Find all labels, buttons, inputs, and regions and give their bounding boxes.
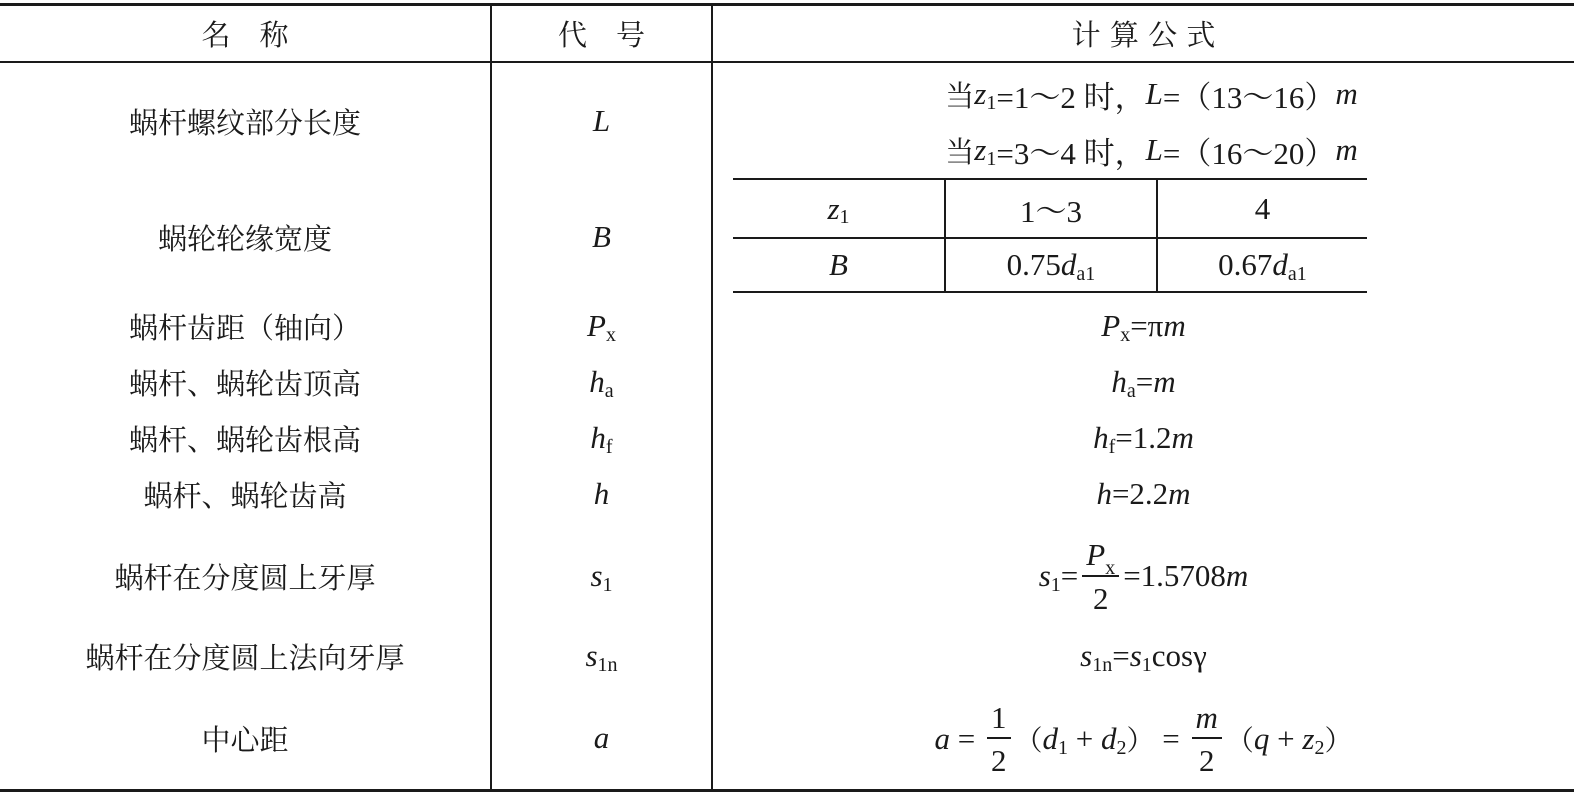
code-sub: 1 <box>602 573 613 596</box>
subtable-head-col1: 1～3 <box>1020 194 1082 229</box>
formula-sub: a1 <box>1076 262 1096 285</box>
row-code <box>492 92 711 150</box>
formula-text: + <box>1068 721 1101 756</box>
formula-var: m <box>1225 558 1249 593</box>
formula-var: m <box>1335 76 1358 111</box>
code-symbol: h <box>589 364 605 399</box>
fraction-numerator <box>1082 536 1119 579</box>
formula-sub: 1 <box>986 147 997 170</box>
formula-var: s <box>1038 558 1051 593</box>
formula-var: h <box>1111 364 1127 399</box>
formula-var: q <box>1253 721 1270 756</box>
formula-text: = <box>1112 638 1130 673</box>
formula-var: a <box>934 721 951 756</box>
formula-number: 0.67 <box>1218 247 1273 282</box>
formula-var: m <box>1335 132 1358 167</box>
formula-var: m <box>1168 476 1191 511</box>
formula-var: L <box>1145 132 1163 167</box>
formula-line <box>713 66 1574 122</box>
formula-var: L <box>1145 76 1163 111</box>
formula-sub: 1 <box>986 91 997 114</box>
row-name: 蜗杆齿距（轴向） <box>128 310 361 345</box>
fraction-denominator: 2 <box>1198 743 1215 778</box>
formula-var: d <box>1060 247 1077 282</box>
formula-var: s <box>1080 638 1093 673</box>
formula-text: 当 <box>945 78 975 113</box>
row-name: 中心距 <box>201 722 289 757</box>
formula-text: = <box>1154 721 1188 756</box>
code-symbol: L <box>592 103 611 138</box>
code-symbol: B <box>592 219 611 254</box>
formula-sub: 2 <box>1314 736 1325 759</box>
formula-var: m <box>1171 420 1194 455</box>
formula-sub: 1n <box>1092 653 1113 676</box>
formula-text: cosγ <box>1151 638 1207 673</box>
row-code <box>492 628 711 684</box>
subtable-head-col2: 4 <box>1254 190 1271 226</box>
formula-text: =1～2 时， <box>996 79 1146 115</box>
formula-sub: 2 <box>1116 736 1127 759</box>
formula-sub: 1 <box>1050 573 1061 596</box>
formula-var: m <box>1153 364 1176 399</box>
row-name: 蜗轮轮缘宽度 <box>157 221 332 256</box>
code-symbol: s <box>585 638 598 673</box>
formula-text: =1.5708 <box>1123 558 1226 593</box>
formula-var: m <box>1163 308 1186 343</box>
row-formula <box>713 466 1574 522</box>
formula-paren: （ <box>1014 724 1043 757</box>
row-code <box>492 410 711 466</box>
formula-sub: x <box>1105 556 1116 579</box>
formula-text: =π <box>1130 308 1164 343</box>
formula-text: =（16～20） <box>1162 135 1336 171</box>
subtable-head-label <box>733 180 944 237</box>
formula-number: 0.75 <box>1006 247 1061 282</box>
formula-text: + <box>1269 721 1303 756</box>
header-formula: 计 算 公 式 <box>1071 18 1216 52</box>
fraction-numerator: m <box>1192 702 1222 739</box>
formula-var: h <box>1093 420 1109 455</box>
row-name: 蜗杆螺纹部分长度 <box>128 105 361 140</box>
formula-text: 当 <box>945 134 975 169</box>
formula-sub: x <box>1120 323 1131 346</box>
formula-var: h <box>1096 476 1112 511</box>
formula-paren: ） <box>1126 724 1155 757</box>
subtable-body-label <box>733 239 944 291</box>
row-code <box>492 466 711 522</box>
fraction-numerator: 1 <box>987 702 1011 739</box>
row-formula <box>713 354 1574 410</box>
formula-paren: ） <box>1324 724 1353 757</box>
formula-var: d <box>1042 721 1059 756</box>
row-formula <box>713 298 1574 354</box>
fraction <box>1082 536 1119 616</box>
formula-sub: a <box>1126 379 1136 402</box>
code-sub: a <box>604 379 614 402</box>
code-symbol: h <box>590 420 606 455</box>
row-code <box>492 540 711 612</box>
row-code <box>492 702 711 774</box>
row-formula <box>713 628 1574 684</box>
formula-text: =1.2 <box>1115 420 1172 455</box>
bottom-rule <box>0 789 1574 792</box>
row-code <box>492 354 711 410</box>
code-sub: 1n <box>597 653 618 676</box>
code-sub: f <box>605 435 613 458</box>
formula-sub: f <box>1108 435 1116 458</box>
row-name: 蜗杆、蜗轮齿根高 <box>128 422 361 457</box>
formula-sub: 1 <box>1058 736 1069 759</box>
code-symbol: a <box>593 720 610 755</box>
row-formula <box>713 534 1574 618</box>
formula-line <box>713 122 1574 178</box>
formula-sub: 1 <box>839 206 850 228</box>
row-name: 蜗杆、蜗轮齿高 <box>143 478 347 513</box>
formula-var: P <box>1086 536 1106 572</box>
row-name: 蜗杆在分度圆上牙厚 <box>114 560 376 595</box>
row-formula <box>713 696 1574 782</box>
formula-var: z <box>827 190 840 226</box>
header-name: 名 称 <box>201 18 289 52</box>
formula-var: z <box>974 76 987 111</box>
code-sub: x <box>605 323 616 346</box>
fraction-denominator: 2 <box>991 743 1007 778</box>
formula-var: d <box>1272 247 1288 282</box>
fraction <box>1192 702 1222 776</box>
subtable-bottom-rule <box>733 291 1367 293</box>
formula-text: = <box>1135 364 1154 399</box>
header-code: 代 号 <box>557 18 645 52</box>
fraction <box>987 702 1011 776</box>
formula-sub: 1 <box>1141 653 1152 676</box>
code-symbol: h <box>593 476 610 511</box>
formula-text: = <box>950 721 983 756</box>
subtable-body-col2 <box>1158 239 1367 291</box>
code-symbol: P <box>587 308 606 343</box>
formula-text: =2.2 <box>1111 476 1169 511</box>
header-rule <box>0 61 1574 63</box>
formula-text: =3～4 时， <box>996 135 1146 171</box>
row-code <box>492 298 711 354</box>
formula-paren: （ <box>1225 724 1254 757</box>
formula-var: B <box>829 247 848 282</box>
row-name: 蜗杆在分度圆上法向牙厚 <box>85 640 405 675</box>
formula-var: P <box>1101 308 1121 343</box>
formula-var: s <box>1129 638 1142 673</box>
row-name: 蜗杆、蜗轮齿顶高 <box>128 366 361 401</box>
formula-var: z <box>1302 721 1315 756</box>
formula-text: = <box>1060 558 1079 593</box>
formula-text: =（13～16） <box>1162 79 1336 115</box>
formula-var: d <box>1101 721 1117 756</box>
formula-sub: a1 <box>1287 262 1307 285</box>
subtable-body-col1 <box>946 239 1156 291</box>
formula-var: z <box>974 132 987 167</box>
row-formula <box>713 410 1574 466</box>
fraction-denominator: 2 <box>1092 580 1109 616</box>
code-symbol: s <box>590 558 603 593</box>
row-code <box>492 208 711 266</box>
